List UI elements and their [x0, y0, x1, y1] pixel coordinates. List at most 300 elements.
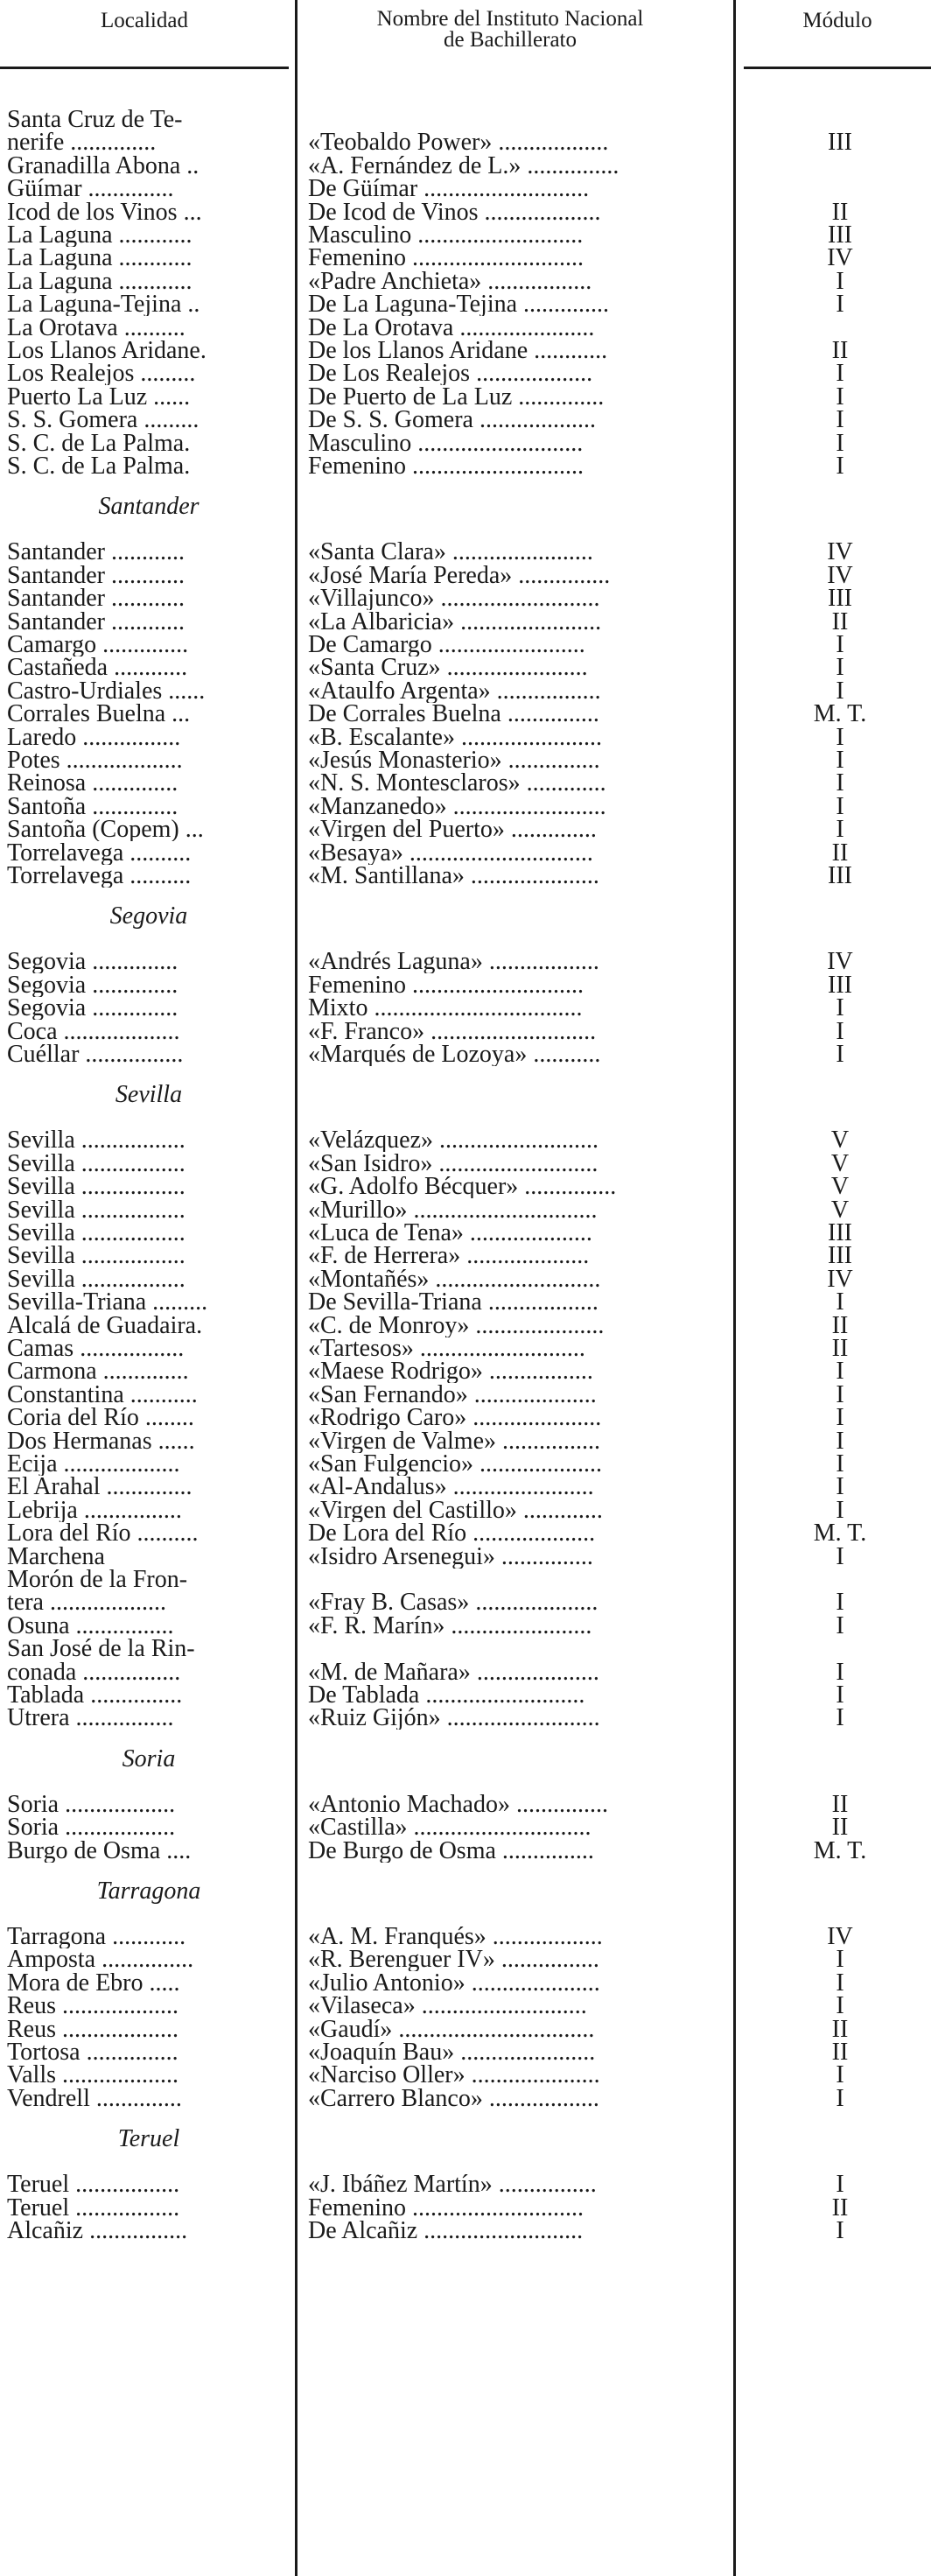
table-row: [0, 1427, 931, 1455]
table-row: [0, 1311, 931, 1339]
localidad-cell: Reus ...................: [7, 1995, 178, 2018]
table-row: [0, 1520, 931, 1548]
localidad-cell: Soria ..................: [7, 1816, 176, 1840]
table-row: [0, 1404, 931, 1432]
localidad-cell: Santander ............: [7, 610, 185, 634]
instituto-cell: «Castilla» .............................: [308, 1816, 592, 1840]
localidad-cell: S. C. de La Palma.: [7, 455, 191, 478]
table-row: [0, 429, 931, 457]
localidad-cell: Santander ............: [7, 587, 185, 611]
table-row: [0, 2217, 931, 2244]
instituto-cell: «Rodrigo Caro» .....................: [308, 1407, 602, 1430]
modulo-cell: V: [830, 1196, 850, 1224]
instituto-cell: De Los Realejos ...................: [308, 362, 593, 386]
table-row: [0, 1196, 931, 1224]
instituto-cell: «Maese Rodrigo» .................: [308, 1360, 593, 1384]
table-row: [0, 749, 931, 772]
modulo-cell: I: [836, 2084, 844, 2112]
instituto-cell: «M. de Mañara» ....................: [308, 1660, 599, 1684]
modulo-cell: I: [836, 2171, 844, 2199]
localidad-cell: Coca ...................: [7, 1020, 180, 1043]
table-row: [0, 677, 931, 705]
modulo-cell: I: [836, 1681, 844, 1709]
localidad-cell: Güímar ..............: [7, 178, 174, 201]
modulo-cell: II: [831, 1335, 849, 1362]
modulo-cell: I: [836, 1946, 844, 1974]
instituto-cell: «Isidro Arsenegui» ...............: [308, 1545, 593, 1569]
instituto-cell: «La Albaricia» .......................: [308, 610, 602, 634]
table-row: [0, 178, 931, 200]
localidad-cell: Osuna ................: [7, 1614, 174, 1638]
localidad-cell: Castro-Urdiales ......: [7, 679, 206, 703]
localidad-cell: Castañeda ............: [7, 656, 188, 680]
localidad-cell: La Laguna-Tejina ..: [7, 293, 200, 317]
instituto-cell: «Virgen de Valme» ................: [308, 1429, 601, 1453]
modulo-cell: I: [836, 1992, 844, 2020]
table-row: [0, 1450, 931, 1478]
modulo-cell: II: [831, 2193, 849, 2222]
localidad-cell: Coria del Río ........: [7, 1407, 194, 1430]
instituto-cell: «F. de Herrera» ....................: [308, 1245, 590, 1268]
province-heading: Soria: [122, 1744, 176, 1772]
modulo-cell: II: [831, 1790, 849, 1818]
modulo-cell: V: [830, 1127, 850, 1155]
instituto-cell: Mixto ..................................: [308, 997, 583, 1021]
instituto-cell: Femenino ............................: [308, 455, 584, 478]
table-row: [0, 1219, 931, 1246]
province-heading: Teruel: [117, 2125, 180, 2153]
modulo-cell: IV: [827, 1923, 853, 1950]
modulo-cell: I: [836, 1969, 844, 1997]
localidad-cell: San José de la Rin-: [7, 1638, 195, 1661]
instituto-cell: Femenino ............................: [308, 247, 584, 270]
table-row: [0, 769, 931, 797]
table-row: [0, 1569, 931, 1591]
localidad-cell: Santoña ..............: [7, 795, 178, 818]
modulo-cell: I: [836, 1496, 844, 1524]
localidad-cell: Utrera ................: [7, 1707, 174, 1730]
modulo-cell: III: [828, 129, 852, 157]
modulo-cell: II: [831, 337, 849, 364]
instituto-cell: «Manzanedo» .........................: [308, 795, 606, 818]
header-rule-modulo: [744, 67, 931, 69]
instituto-cell: «B. Escalante» .......................: [308, 726, 602, 749]
modulo-cell: I: [836, 994, 844, 1022]
localidad-cell: Tortosa ...............: [7, 2041, 178, 2064]
table-row: [0, 1380, 931, 1408]
localidad-cell: Sevilla .................: [7, 1176, 186, 1199]
table-row: [0, 1681, 931, 1709]
localidad-cell: Alcalá de Guadaira.: [7, 1314, 203, 1337]
localidad-cell: Santa Cruz de Te-: [7, 109, 183, 131]
modulo-cell: IV: [827, 1265, 853, 1293]
table-row: [0, 221, 931, 249]
instituto-cell: «Murillo» ..............................: [308, 1198, 598, 1222]
table-row: [0, 862, 931, 889]
localidad-cell: Burgo de Osma ....: [7, 1839, 192, 1863]
localidad-cell: Amposta ...............: [7, 1948, 194, 1972]
instituto-cell: «San Isidro» ..........................: [308, 1152, 598, 1176]
instituto-cell: «Montañés» ...........................: [308, 1267, 601, 1291]
table-row: [0, 1658, 931, 1686]
table-header: [0, 0, 931, 70]
localidad-cell: Segovia ..............: [7, 951, 178, 974]
instituto-cell: «Julio Antonio» .....................: [308, 1971, 600, 1995]
instituto-cell: «Fray B. Casas» ....................: [308, 1591, 598, 1615]
localidad-cell: Tarragona ............: [7, 1926, 186, 1948]
instituto-cell: «Velázquez» ..........................: [308, 1129, 599, 1153]
modulo-cell: II: [831, 2039, 849, 2066]
instituto-cell: «A. M. Franqués» ..................: [308, 1926, 603, 1948]
table-row: [0, 2084, 931, 2112]
localidad-cell: conada ................: [7, 1660, 181, 1684]
modulo-cell: I: [836, 1658, 844, 1686]
table-row: [0, 1473, 931, 1501]
instituto-cell: «Ataulfo Argenta» .................: [308, 679, 601, 703]
localidad-cell: Puerto La Luz ......: [7, 385, 191, 409]
modulo-cell: M. T.: [813, 1520, 867, 1548]
instituto-cell: De Icod de Vinos ...................: [308, 200, 601, 224]
province-heading: Tarragona: [96, 1878, 201, 1905]
modulo-cell: I: [836, 723, 844, 751]
table-row: [0, 2015, 931, 2043]
localidad-cell: Cuéllar ................: [7, 1043, 184, 1066]
instituto-cell: «G. Adolfo Bécquer» ...............: [308, 1176, 617, 1199]
table-row: [0, 109, 931, 131]
localidad-cell: Sevilla .................: [7, 1222, 186, 1245]
modulo-cell: I: [836, 631, 844, 658]
table-row: [0, 792, 931, 820]
instituto-cell: De Puerto de La Luz ..............: [308, 385, 605, 409]
modulo-cell: I: [836, 291, 844, 319]
localidad-cell: Sevilla-Triana .........: [7, 1291, 208, 1315]
instituto-cell: De S. S. Gomera ...................: [308, 409, 596, 432]
modulo-cell: M. T.: [813, 700, 867, 728]
instituto-cell: «Padre Anchieta» .................: [308, 270, 592, 293]
instituto-cell: De Alcañiz ..........................: [308, 2220, 584, 2243]
localidad-cell: Torrelavega ..........: [7, 865, 192, 888]
table-row: [0, 538, 931, 566]
localidad-cell: Torrelavega ..........: [7, 841, 192, 865]
localidad-cell: Carmona ..............: [7, 1360, 189, 1384]
table-row: [0, 948, 931, 976]
column-header-modulo: Módulo: [802, 9, 872, 32]
table-row: [0, 1542, 931, 1570]
localidad-cell: S. C. de La Palma.: [7, 432, 191, 455]
table-row: [0, 723, 931, 751]
localidad-cell: Laredo ................: [7, 726, 181, 749]
instituto-cell: «N. S. Montesclaros» .............: [308, 772, 606, 796]
modulo-cell: IV: [827, 538, 853, 566]
table-row: [0, 1704, 931, 1732]
localidad-cell: Icod de los Vinos ...: [7, 200, 202, 224]
instituto-cell: De Tablada ..........................: [308, 1684, 585, 1707]
localidad-cell: Granadilla Abona ..: [7, 154, 200, 178]
localidad-cell: Alcañiz ................: [7, 2220, 188, 2243]
table-row: [0, 383, 931, 411]
localidad-cell: La Laguna ............: [7, 247, 192, 270]
modulo-cell: III: [828, 862, 852, 889]
modulo-cell: I: [836, 1288, 844, 1316]
table-row: [0, 971, 931, 999]
localidad-cell: El Arahal ..............: [7, 1476, 192, 1499]
instituto-cell: «Santa Clara» .......................: [308, 541, 593, 565]
localidad-cell: La Orotava ..........: [7, 316, 186, 340]
modulo-cell: II: [831, 1814, 849, 1842]
modulo-cell: I: [836, 453, 844, 480]
localidad-cell: Santander ............: [7, 541, 185, 565]
instituto-cell: «José María Pereda» ...............: [308, 564, 611, 587]
localidad-cell: Vendrell ..............: [7, 2087, 182, 2110]
column-header-instituto-line2: de Bachillerato: [443, 28, 577, 52]
instituto-cell: Femenino ............................: [308, 2196, 584, 2220]
modulo-cell: II: [831, 198, 849, 226]
instituto-cell: «A. Fernández de L.» ...............: [308, 154, 620, 178]
table-row: [0, 291, 931, 319]
instituto-cell: Masculino ...........................: [308, 224, 584, 247]
modulo-cell: I: [836, 1589, 844, 1617]
instituto-cell: De La Laguna-Tejina ..............: [308, 293, 610, 317]
localidad-cell: Camargo ..............: [7, 634, 189, 656]
instituto-cell: «R. Berenguer IV» ................: [308, 1948, 599, 1972]
localidad-cell: Santoña (Copem) ...: [7, 818, 204, 842]
instituto-cell: De Lora del Río ....................: [308, 1522, 596, 1546]
table-row: [0, 1288, 931, 1316]
modulo-cell: II: [831, 2015, 849, 2043]
instituto-cell: «Antonio Machado» ...............: [308, 1793, 608, 1816]
localidad-cell: Lora del Río ..........: [7, 1522, 199, 1546]
table-row: [0, 631, 931, 658]
modulo-cell: II: [831, 607, 849, 635]
table-row: [0, 406, 931, 434]
table-row: [0, 700, 931, 728]
column-header-instituto: [304, 9, 716, 51]
modulo-cell: I: [836, 1380, 844, 1408]
localidad-cell: Santander ............: [7, 564, 185, 587]
localidad-cell: Sevilla .................: [7, 1129, 186, 1153]
table-row: [0, 1790, 931, 1818]
instituto-cell: «Besaya» ..............................: [308, 841, 593, 865]
instituto-cell: «San Fulgencio» ....................: [308, 1453, 602, 1476]
table-row: [0, 1173, 931, 1201]
instituto-cell: «Narciso Oller» .....................: [308, 2064, 600, 2088]
instituto-cell: «Tartesos» ...........................: [308, 1337, 585, 1360]
column-header-instituto-line1: Nombre del Instituto Nacional: [376, 7, 644, 31]
instituto-cell: «Villajunco» ..........................: [308, 587, 600, 611]
instituto-cell: «Virgen del Castillo» .............: [308, 1499, 603, 1522]
localidad-cell: Sevilla .................: [7, 1152, 186, 1176]
instituto-cell: «Vilaseca» ...........................: [308, 1995, 587, 2018]
modulo-cell: I: [836, 769, 844, 797]
province-heading: Santander: [98, 493, 200, 521]
table-row: [0, 360, 931, 388]
instituto-cell: De Corrales Buelna ...............: [308, 703, 599, 726]
table-row: [0, 1337, 931, 1360]
instituto-cell: De Camargo ........................: [308, 634, 585, 656]
instituto-cell: «Santa Cruz» .......................: [308, 656, 588, 680]
modulo-cell: I: [836, 2061, 844, 2089]
localidad-cell: Ecija ...................: [7, 1453, 180, 1476]
table-row: [0, 198, 931, 226]
instituto-cell: «Andrés Laguna» ..................: [308, 951, 599, 974]
modulo-cell: I: [836, 1704, 844, 1732]
instituto-cell: «Marqués de Lozoya» ...........: [308, 1043, 601, 1066]
localidad-cell: nerife ..............: [7, 131, 157, 155]
instituto-cell: «C. de Monroy» .....................: [308, 1314, 605, 1337]
localidad-cell: Sevilla .................: [7, 1198, 186, 1222]
instituto-cell: «San Fernando» ....................: [308, 1383, 597, 1407]
modulo-cell: III: [828, 585, 852, 613]
localidad-cell: La Laguna ............: [7, 270, 192, 293]
instituto-cell: «Joaquín Bau» ......................: [308, 2041, 596, 2064]
modulo-cell: III: [828, 221, 852, 249]
instituto-cell: De La Orotava ......................: [308, 316, 595, 340]
table-row: [0, 654, 931, 682]
localidad-cell: Reinosa ..............: [7, 772, 178, 796]
modulo-cell: I: [836, 429, 844, 457]
instituto-cell: «Carrero Blanco» ..................: [308, 2087, 599, 2110]
localidad-cell: Sevilla .................: [7, 1245, 186, 1268]
table-row: [0, 561, 931, 589]
localidad-cell: tera ...................: [7, 1591, 166, 1615]
modulo-cell: I: [836, 1542, 844, 1570]
localidad-cell: Los Llanos Aridane.: [7, 340, 206, 362]
table-row: [0, 1814, 931, 1842]
modulo-cell: IV: [827, 948, 853, 976]
modulo-cell: III: [828, 1242, 852, 1270]
modulo-cell: I: [836, 267, 844, 295]
instituto-cell: «Al-Andalus» .......................: [308, 1476, 594, 1499]
table-row: [0, 1149, 931, 1177]
table-row: [0, 1043, 931, 1066]
modulo-cell: I: [836, 406, 844, 434]
instituto-cell: «M. Santillana» .....................: [308, 865, 599, 888]
modulo-cell: III: [828, 971, 852, 999]
localidad-cell: Tablada ...............: [7, 1684, 183, 1707]
table-row: [0, 155, 931, 178]
instituto-cell: Masculino ...........................: [308, 432, 584, 455]
table-row: [0, 455, 931, 478]
column-header-localidad: Localidad: [101, 9, 188, 32]
localidad-cell: Los Realejos .........: [7, 362, 196, 386]
table-row: [0, 337, 931, 364]
table-row: [0, 994, 931, 1022]
table-row: [0, 816, 931, 844]
instituto-cell: Femenino ............................: [308, 973, 584, 997]
instituto-cell: De Burgo de Osma ...............: [308, 1839, 594, 1863]
instituto-cell: «Luca de Tena» ....................: [308, 1222, 592, 1245]
localidad-cell: Marchena: [7, 1545, 105, 1569]
modulo-cell: II: [831, 1311, 849, 1339]
table-row: [0, 129, 931, 157]
header-rule-localidad: [0, 67, 289, 69]
modulo-cell: I: [836, 1427, 844, 1455]
instituto-cell: De los Llanos Aridane ............: [308, 340, 608, 362]
modulo-cell: I: [836, 654, 844, 682]
modulo-cell: I: [836, 1450, 844, 1478]
table-row: [0, 2193, 931, 2222]
modulo-cell: M. T.: [813, 1836, 867, 1864]
localidad-cell: Reus ...................: [7, 2018, 178, 2041]
table-row: [0, 1992, 931, 2020]
table-row: [0, 2061, 931, 2089]
instituto-cell: «Gaudí» ................................: [308, 2018, 595, 2041]
table-row: [0, 607, 931, 635]
table-row: [0, 585, 931, 613]
instituto-cell: «Teobaldo Power» ..................: [308, 131, 609, 155]
modulo-cell: IV: [827, 244, 853, 272]
modulo-cell: IV: [827, 561, 853, 589]
province-heading: Segovia: [109, 902, 188, 930]
modulo-cell: I: [836, 360, 844, 388]
modulo-cell: I: [836, 1041, 844, 1068]
localidad-cell: Morón de la Fron-: [7, 1569, 188, 1591]
localidad-cell: Segovia ..............: [7, 973, 178, 997]
modulo-cell: III: [828, 1219, 852, 1246]
localidad-cell: Soria ..................: [7, 1793, 176, 1816]
table-row: [0, 1265, 931, 1293]
table-row: [0, 317, 931, 340]
instituto-cell: «Virgen del Puerto» ..............: [308, 818, 597, 842]
modulo-cell: I: [836, 792, 844, 820]
table-row: [0, 1638, 931, 1660]
instituto-cell: «J. Ibáñez Martín» ................: [308, 2173, 597, 2197]
modulo-cell: I: [836, 1017, 844, 1045]
localidad-cell: Corrales Buelna ...: [7, 703, 191, 726]
localidad-cell: Sevilla .................: [7, 1267, 186, 1291]
table-row: [0, 267, 931, 295]
localidad-cell: Mora de Ebro .....: [7, 1971, 180, 1995]
instituto-cell: De Güímar ...........................: [308, 178, 590, 201]
modulo-cell: I: [836, 383, 844, 411]
instituto-cell: «Jesús Monasterio» ...............: [308, 749, 600, 772]
table-row: [0, 1946, 931, 1974]
modulo-cell: V: [830, 1173, 850, 1201]
table-row: [0, 1496, 931, 1524]
modulo-cell: I: [836, 816, 844, 844]
table-row: [0, 2171, 931, 2199]
table-row: [0, 1836, 931, 1864]
table-row: [0, 1017, 931, 1045]
modulo-cell: I: [836, 2217, 844, 2244]
modulo-cell: V: [830, 1149, 850, 1177]
instituto-cell: «Ruiz Gijón» .........................: [308, 1707, 600, 1730]
instituto-cell: «F. Franco» ...........................: [308, 1020, 597, 1043]
table-row: [0, 1969, 931, 1997]
localidad-cell: Potes ...................: [7, 749, 183, 772]
localidad-cell: Lebrija ................: [7, 1499, 182, 1522]
table-row: [0, 1589, 931, 1617]
table-row: [0, 1127, 931, 1155]
modulo-cell: I: [836, 1473, 844, 1501]
localidad-cell: S. S. Gomera .........: [7, 409, 200, 432]
localidad-cell: Dos Hermanas ......: [7, 1429, 195, 1453]
instituto-cell: «F. R. Marín» .......................: [308, 1614, 592, 1638]
modulo-cell: I: [836, 677, 844, 705]
modulo-cell: I: [836, 1358, 844, 1386]
modulo-cell: I: [836, 1611, 844, 1639]
table-row: [0, 2041, 931, 2064]
localidad-cell: Teruel .................: [7, 2173, 180, 2197]
modulo-cell: I: [836, 1404, 844, 1432]
modulo-cell: I: [836, 747, 844, 774]
table-row: [0, 839, 931, 867]
table-row: [0, 1358, 931, 1386]
localidad-cell: Segovia ..............: [7, 997, 178, 1021]
instituto-cell: De Sevilla-Triana ..................: [308, 1291, 598, 1315]
modulo-cell: II: [831, 839, 849, 867]
localidad-cell: Camas .................: [7, 1337, 185, 1360]
